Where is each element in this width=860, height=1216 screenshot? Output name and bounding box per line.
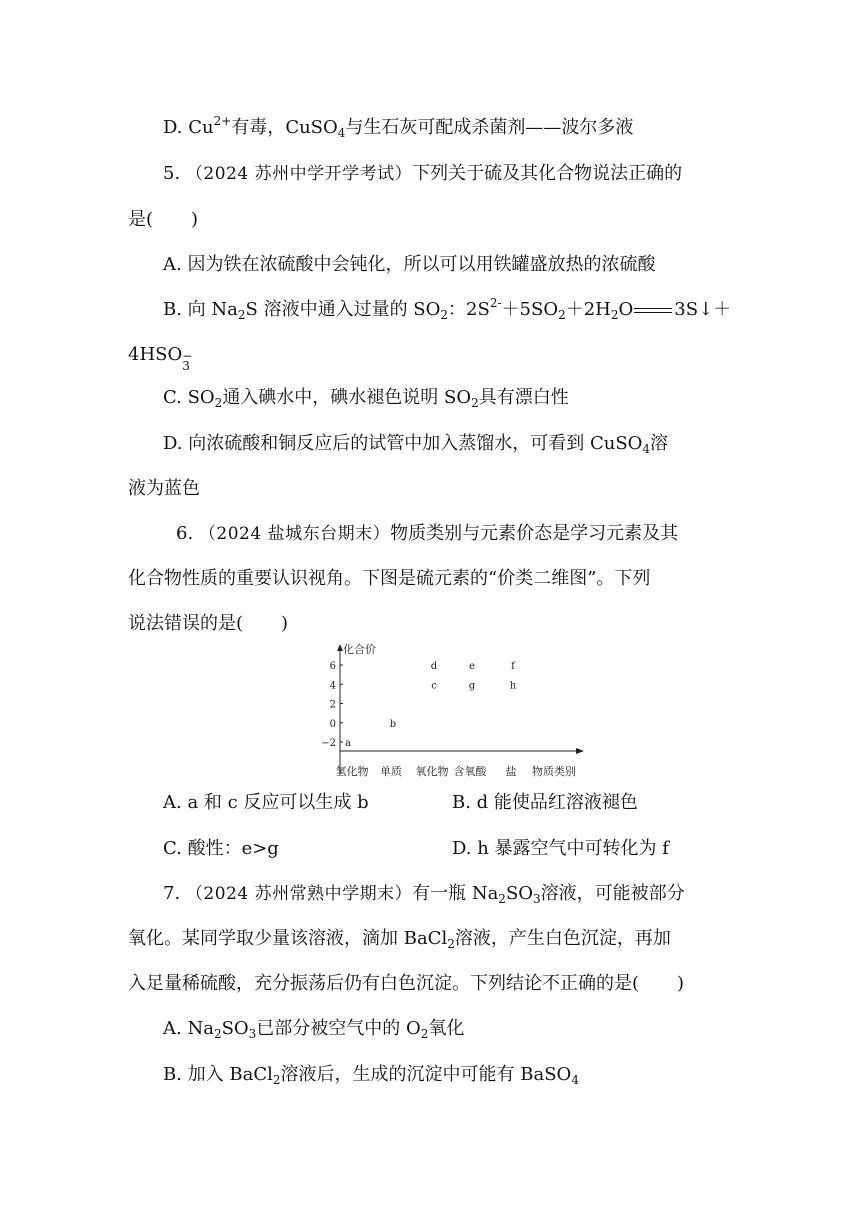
q5-option-c: C. $SO_2$通入碘水中，碘水褪色说明 $SO_2$具有漂白性	[163, 387, 569, 410]
y-tick-label: 6	[329, 661, 336, 672]
x-category-label: 含氧酸	[453, 765, 487, 778]
q6-option-c: C. 酸性：e>g	[163, 838, 279, 859]
q6-option-b: B. d 能使品红溶液褪色	[452, 792, 638, 813]
q7-stem-line2: 氧化。某同学取少量该溶液，滴加 BaCl$_2$溶液，产生白色沉淀，再加	[128, 928, 671, 951]
data-point-b: b	[389, 718, 397, 730]
x-axis-label: 物质类别	[532, 765, 576, 778]
q4-option-d: D. $Cu^{2+}$有毒，CuSO$_4$与生石灰可配成杀菌剂——波尔多液	[163, 114, 634, 140]
y-tick-label: −2	[321, 738, 336, 749]
x-category-label: 氧化物	[415, 765, 449, 778]
data-point-c: c	[431, 680, 437, 692]
y-axis-label: 化合价	[343, 643, 376, 656]
q5-stem-line1: 5. （2024 苏州中学开学考试）下列关于硫及其化合物说法正确的	[163, 163, 683, 184]
data-points	[345, 661, 517, 749]
y-tick-label: 4	[329, 680, 336, 692]
q7-option-a: A. $Na_2SO_3$已部分被空气中的 $O_2$氧化	[163, 1018, 465, 1041]
q6-option-d: D. h 暴露空气中可转化为 f	[452, 838, 669, 859]
q5-option-b: B. 向 $Na_2S$ 溶液中通入过量的 $SO_2$：$2S^{2-}+5SO_2+2H_2O$ 3S↓＋	[163, 296, 732, 322]
x-category-label: 盐	[505, 765, 517, 778]
x-category-label: 单质	[380, 765, 402, 778]
valence-category-chart	[318, 642, 588, 782]
y-tick-label: 0	[329, 718, 336, 730]
y-tick-label: 2	[329, 699, 336, 711]
q6-option-a: A. a 和 c 反应可以生成 b	[163, 792, 369, 813]
data-point-g: g	[468, 680, 476, 692]
x-categories	[336, 764, 517, 778]
data-point-e: e	[469, 661, 475, 672]
q7-option-b: B. 加入 BaCl$_2$溶液后，生成的沉淀中可能有 BaSO$_4$	[163, 1064, 579, 1087]
q5-option-a: A. 因为铁在浓硫酸中会钝化，所以可以用铁罐盛放热的浓硫酸	[163, 254, 656, 275]
q5-option-d: D. 向浓硫酸和铜反应后的试管中加入蒸馏水，可看到 CuSO$_4$溶	[163, 433, 669, 456]
q6-stem-line1: 6. （2024 盐城东台期末）物质类别与元素价态是学习元素及其	[176, 523, 679, 544]
x-category-label: 氢化物	[335, 765, 369, 778]
q7-stem-line3: 入足量稀硫酸，充分振荡后仍有白色沉淀。下列结论不正确的是( )	[128, 973, 685, 994]
q7-stem-line1: 7. （2024 苏州常熟中学期末）有一瓶 $Na_2SO_3$溶液，可能被部分	[163, 883, 685, 906]
q6-stem-line3: 说法错误的是( )	[128, 613, 289, 634]
data-point-d: d	[430, 661, 438, 672]
equals-sign	[634, 308, 672, 313]
q5-option-d-line2: 液为蓝色	[128, 478, 200, 499]
q5-option-b-line2: 4HSO − 3	[128, 344, 193, 373]
x-axis	[340, 748, 584, 754]
q5-stem-line2: 是( )	[128, 209, 199, 230]
y-axis	[337, 644, 343, 774]
data-point-a: a	[345, 738, 351, 749]
data-point-f: f	[511, 661, 515, 672]
q6-stem-line2: 化合物性质的重要认识视角。下图是硫元素的“价类二维图”。下列	[128, 568, 651, 589]
data-point-h: h	[509, 680, 517, 692]
